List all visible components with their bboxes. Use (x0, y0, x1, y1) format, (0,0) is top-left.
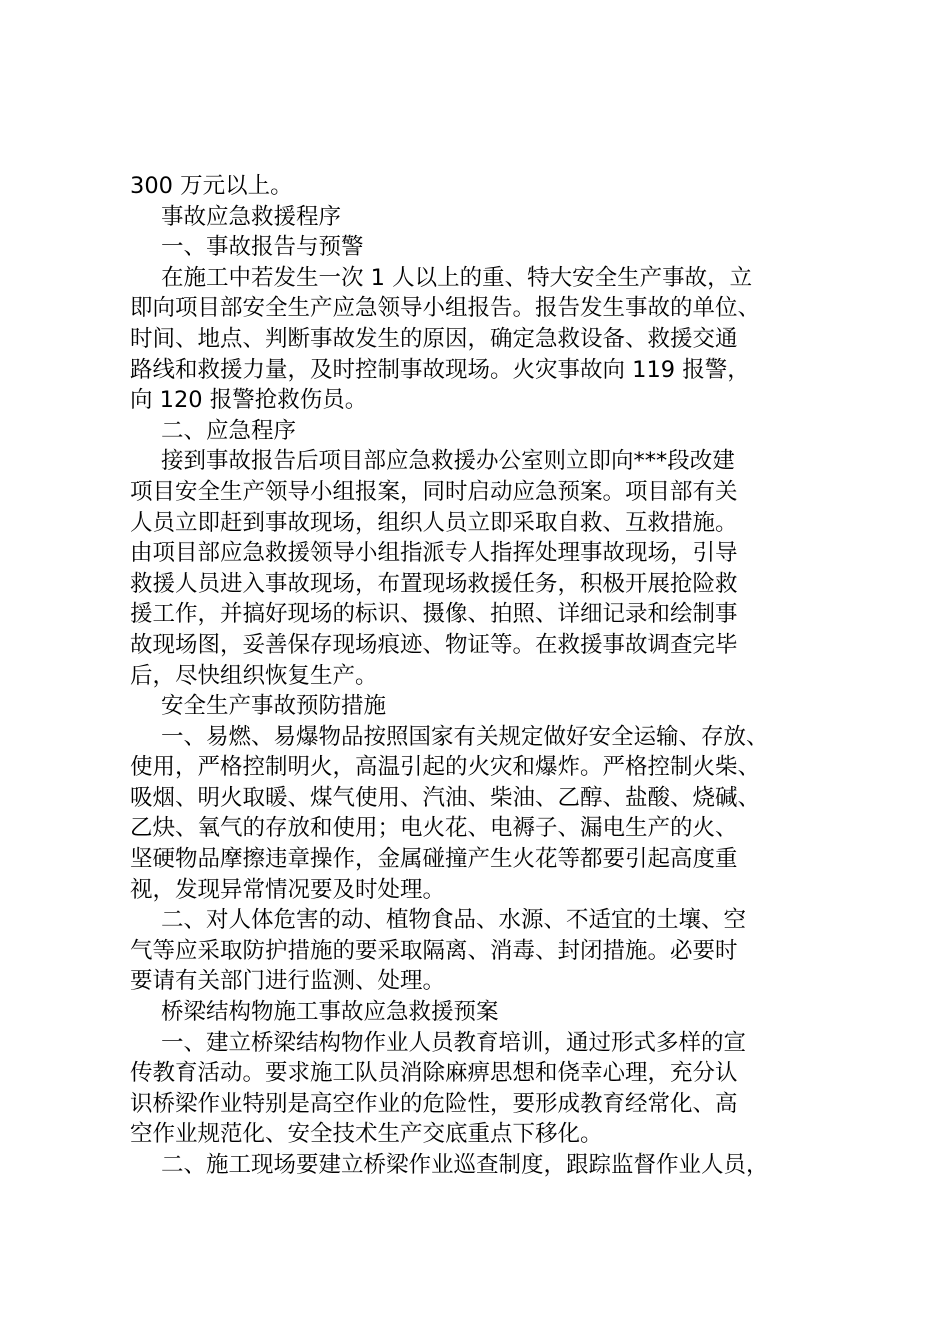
text-line: 桥梁结构物施工事故应急救援预案 (161, 999, 499, 1026)
text-line: 在施工中若发生一次 1 人以上的重、特大安全生产事故，立 (161, 264, 753, 291)
text-line: 传教育活动。要求施工队员消除麻痹思想和侥幸心理，充分认 (130, 1060, 738, 1087)
text-line: 吸烟、明火取暖、煤气使用、汽油、柴油、乙醇、盐酸、烧碱、 (130, 784, 761, 811)
text-line: 援工作，并搞好现场的标识、摄像、拍照、详细记录和绘制事 (130, 601, 738, 628)
text-line: 路线和救援力量，及时控制事故现场。火灾事故向 119 报警， (130, 356, 750, 383)
text-line: 识桥梁作业特别是高空作业的危险性，要形成教育经常化、高 (130, 1090, 738, 1117)
text-line: 安全生产事故预防措施 (161, 693, 387, 720)
text-line: 事故应急救援程序 (161, 203, 342, 230)
text-line: 时间、地点、判断事故发生的原因，确定急救设备、救援交通 (130, 325, 738, 352)
text-line: 接到事故报告后项目部应急救援办公室则立即向***段改建 (161, 448, 735, 475)
text-line: 一、建立桥梁结构物作业人员教育培训，通过形式多样的宣 (161, 1029, 747, 1056)
text-line: 后，尽快组织恢复生产。 (130, 662, 378, 689)
text-line: 使用，严格控制明火，高温引起的火灾和爆炸。严格控制火柴、 (130, 754, 761, 781)
text-line: 气等应采取防护措施的要采取隔离、消毒、封闭措施。必要时 (130, 937, 738, 964)
text-line: 即向项目部安全生产应急领导小组报告。报告发生事故的单位、 (130, 295, 761, 322)
text-line: 一、易燃、易爆物品按照国家有关规定做好安全运输、存放、 (161, 723, 769, 750)
text-line: 乙炔、氧气的存放和使用；电火花、电褥子、漏电生产的火、 (130, 815, 738, 842)
text-line: 由项目部应急救援领导小组指派专人指挥处理事故现场，引导 (130, 540, 738, 567)
text-line: 救援人员进入事故现场，布置现场救援任务，积极开展抢险救 (130, 570, 738, 597)
text-line: 二、对人体危害的动、植物食品、水源、不适宜的土壤、空 (161, 907, 747, 934)
text-line: 向 120 报警抢救伤员。 (130, 387, 368, 414)
text-line: 项目安全生产领导小组报案，同时启动应急预案。项目部有关 (130, 478, 738, 505)
text-line: 视，发现异常情况要及时处理。 (130, 876, 446, 903)
document-body (130, 171, 850, 1181)
text-line: 要请有关部门进行监测、处理。 (130, 968, 446, 995)
text-line: 人员立即赶到事故现场，组织人员立即采取自救、互救措施。 (130, 509, 738, 536)
text-line: 二、应急程序 (161, 417, 297, 444)
text-line: 300 万元以上。 (130, 173, 293, 199)
text-line: 一、事故报告与预警 (161, 234, 364, 261)
text-line: 坚硬物品摩擦违章操作，金属碰撞产生火花等都要引起高度重 (130, 846, 738, 873)
text-line: 空作业规范化、安全技术生产交底重点下移化。 (130, 1121, 603, 1148)
text-line: 故现场图，妥善保存现场痕迹、物证等。在救援事故调查完毕 (130, 631, 738, 658)
text-line: 二、施工现场要建立桥梁作业巡查制度，跟踪监督作业人员， (161, 1152, 769, 1178)
